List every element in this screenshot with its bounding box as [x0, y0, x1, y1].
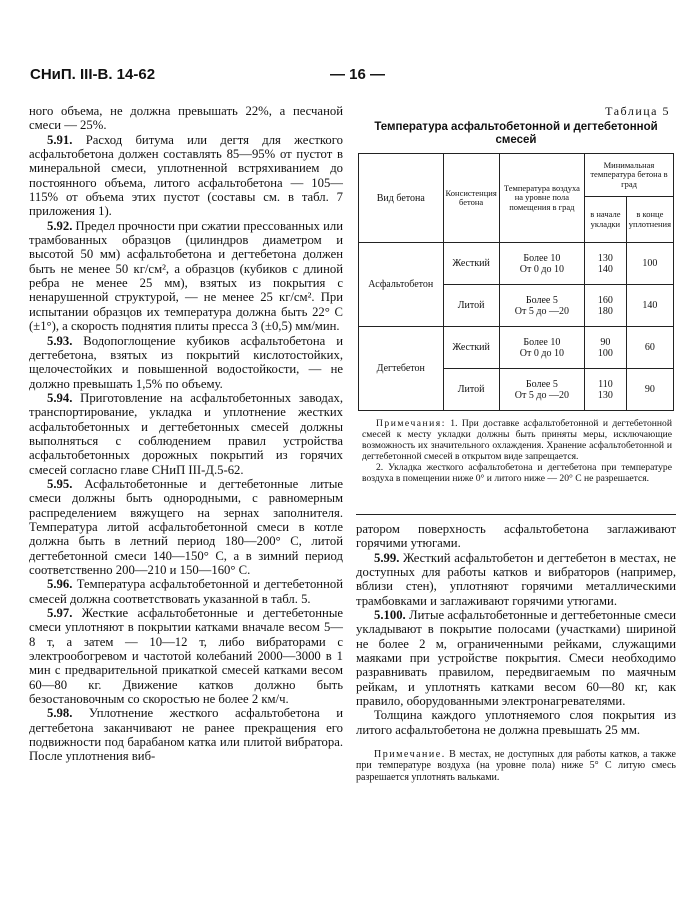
clause-number: 5.92.: [47, 218, 73, 233]
air-line: От 5 до —20: [514, 389, 569, 401]
start-value: 160: [597, 294, 613, 306]
clause-text: Асфальтобетонные и дегтебетонные литые смеси должны быть однородными, с равномерным распределением вяжущего на зернах заполнителя. Температура литой асфальтобетонной смеси в котле должна быть в летний период 180—200° C, литой дегтебетонной смеси 140—150° C, а в зимний период соответственно 200—210 и 150—160° C.: [29, 476, 344, 577]
clause-number: 5.99.: [374, 550, 400, 565]
air-line: От 0 до 10: [519, 347, 564, 359]
cell-air: [499, 285, 584, 327]
paragraph: [29, 334, 343, 391]
notes-label: Примечания:: [376, 418, 446, 429]
cell-end: 140: [626, 285, 673, 327]
clause-number: 5.96.: [47, 577, 73, 592]
clause-text: Предел прочности при сжатии прессованных или трамбованных образцов (цилиндров диаметром и высотой 50 мм) асфальтобетона и дегтебетона должен быть не менее 50 кг/см², а образцов (кубиков с длиной ребра не менее 25 мм), взятых из покрытия с ненарушенной структурой, — не менее 25 кг/см². При испытании образцов их температура должна быть 22° C (±1°), а скорость поднятия плиты пресса 3 (±0,5) мм/мин.: [29, 218, 343, 334]
cell-end: 90: [626, 369, 673, 411]
cell-air: [499, 243, 584, 285]
paragraph: [356, 608, 676, 708]
footnote-text: В местах, не доступных для работы катков, а также при температуре воздуха (на уровне пола) ниже 5° C литую смесь разрешается уплотнять вальками.: [356, 749, 676, 783]
table-5-block: [356, 104, 676, 484]
start-value: 100: [597, 347, 613, 359]
header-air-temp: Температура воздуха на уровне пола помещения в град: [499, 154, 584, 243]
header-end: в конце уплотнения: [626, 197, 673, 243]
paragraph: [29, 133, 343, 219]
note: [362, 418, 672, 462]
paragraph: [29, 606, 343, 706]
clause-number: 5.97.: [47, 606, 73, 621]
cell-start: [585, 243, 627, 285]
clause-text: Жесткие асфальтобетонные и дегтебетонные смеси уплотняют в покрытии катками вначале весом 5—8 т, а затем — 10—12 т, либо вибраторами с электрообогревом и частотой колебаний 2000—3000 в 1 мин с предварительной прикаткой смесей катками весом 60—80 кг. Движение катков должно быть безостановочным со скоростью не более 2 км/ч.: [29, 606, 343, 707]
table-divider: [356, 514, 676, 515]
clause-text: Уплотнение жесткого асфальтобетона и дегтебетона заканчивают не ранее прекращения его подвижности под барабаном катка или плитой вибратора. После уплотнения виб-: [29, 706, 343, 764]
cell-consistency: Литой: [443, 285, 499, 327]
clause-number: 5.91.: [47, 132, 73, 147]
paragraph: [29, 577, 343, 606]
header-start: в начале укладки: [585, 197, 627, 243]
clause-number: 5.95.: [47, 476, 73, 491]
paragraph: [356, 551, 676, 608]
clause-number: 5.94.: [47, 390, 73, 405]
air-line: Более 5: [525, 378, 558, 390]
footnote-label: Примечание.: [374, 749, 446, 761]
page-number: — 16 —: [330, 66, 386, 83]
paragraph: [29, 219, 343, 334]
cell-end: 60: [626, 327, 673, 369]
paragraph: ратором поверхность асфальтобетона заглаживают горячими утюгами.: [356, 522, 676, 551]
clause-text: Расход битума или дегтя для жесткого асфальтобетона должен составлять 85—95% от пустот в минеральной смеси, уплотненной встряхиванием до постоянного объема, литого асфальтобетона — 105—115% от объема этих пустот (составы см. в табл. 7 приложения 1).: [29, 132, 344, 219]
air-line: Более 10: [523, 252, 561, 264]
paragraph: [29, 391, 343, 477]
cell-consistency: Жесткий: [443, 327, 499, 369]
start-value: 130: [597, 252, 613, 264]
paragraph: ного объема, не должна превышать 22%, а песчаной смеси — 25%.: [29, 104, 343, 133]
right-column: [356, 522, 676, 783]
clause-text: Температура асфальтобетонной и дегтебетонной смесей должна соответствовать указанной в табл. 5.: [29, 577, 344, 606]
air-line: От 0 до 10: [519, 263, 564, 275]
air-line: Более 5: [525, 294, 558, 306]
header-consistency: Консистенция бетона: [443, 154, 499, 243]
cell-start: [585, 327, 627, 369]
table-row: [359, 327, 674, 369]
clause-number: 5.93.: [47, 333, 73, 348]
start-value: 180: [597, 305, 613, 317]
clause-text: Водопоглощение кубиков асфальтобетона и дегтебетона, взятых из покрытий кислотостойких, щелочестойких и повышенной водостойкости, — не должно превышать 1,5% по объему.: [29, 333, 343, 391]
note-text: 1. При доставке асфальтобетонной и дегтебетонной смесей к месту укладки должны быть приняты меры, исключающие возможность их значительного охлаждения. Хранение асфальтобетонной и дегтебетонной смесей в открытом виде запрещается.: [362, 418, 672, 462]
page-header: [30, 66, 670, 88]
left-column: [29, 104, 343, 764]
temperature-table: [358, 153, 674, 411]
table-row: [359, 243, 674, 285]
paragraph: [29, 706, 343, 763]
cell-air: [499, 369, 584, 411]
table-notes: [362, 418, 672, 484]
document-code: СНиП. III-В. 14-62: [30, 66, 156, 83]
note: 2. Укладка жесткого асфальтобетона и дегтебетона при температуре воздуха в помещении ниже 0° и литого ниже — 20° C не разрешается.: [362, 462, 672, 484]
start-value: 110: [598, 378, 613, 390]
clause-text: Жесткий асфальтобетон и дегтебетон в местах, не доступных для работы катков и вибраторов (например, вблизи стен), уплотняют горячими металлическими трамбовками и заглаживают горячими утюгами.: [356, 550, 677, 608]
paragraph: [29, 477, 343, 577]
header-min-temp: Минимальная температура бетона в град: [585, 154, 674, 197]
header-type: Вид бетона: [359, 154, 444, 243]
clause-text: Приготовление на асфальтобетонных заводах, транспортирование, укладка и уплотнение жестких асфальтобетонных и дегтебетонных смесей должны выполняться с соблюдением правил устройства асфальтобетонных дорожных покрытий из горячих смесей согласно главе СНиП III-Д.5-62.: [29, 390, 344, 477]
footnote: [356, 749, 676, 783]
cell-consistency: Литой: [443, 369, 499, 411]
cell-consistency: Жесткий: [443, 243, 499, 285]
start-value: 130: [597, 389, 613, 401]
cell-start: [585, 369, 627, 411]
cell-start: [585, 285, 627, 327]
clause-number: 5.98.: [47, 706, 73, 721]
air-line: Более 10: [523, 336, 561, 348]
start-value: 90: [600, 336, 611, 348]
table-title: Температура асфальтобетонной и дегтебетонной смесей: [374, 121, 658, 146]
cell-end: 100: [626, 243, 673, 285]
cell-air: [499, 327, 584, 369]
cell-type: Дегтебетон: [359, 327, 444, 411]
clause-number: 5.100.: [374, 608, 406, 623]
clause-text: Литые асфальтобетонные и дегтебетонные смеси укладывают в покрытие полосами (участками) шириной не более 2 м, ограниченными рейками, служащими маяками при устройстве покрытия. Смеси необходимо разравнивать правилом, передвигаемым по маячным рейкам, и уплотнять катками весом 60—80 кг, как правило, оборудованными электронагревателями.: [356, 608, 676, 709]
start-value: 140: [597, 263, 613, 275]
cell-type: Асфальтобетон: [359, 243, 444, 327]
air-line: От 5 до —20: [514, 305, 569, 317]
table-number: Таблица 5: [605, 104, 670, 118]
paragraph: Толщина каждого уплотняемого слоя покрытия из литого асфальтобетона не должна превышать 25 мм.: [356, 708, 676, 737]
